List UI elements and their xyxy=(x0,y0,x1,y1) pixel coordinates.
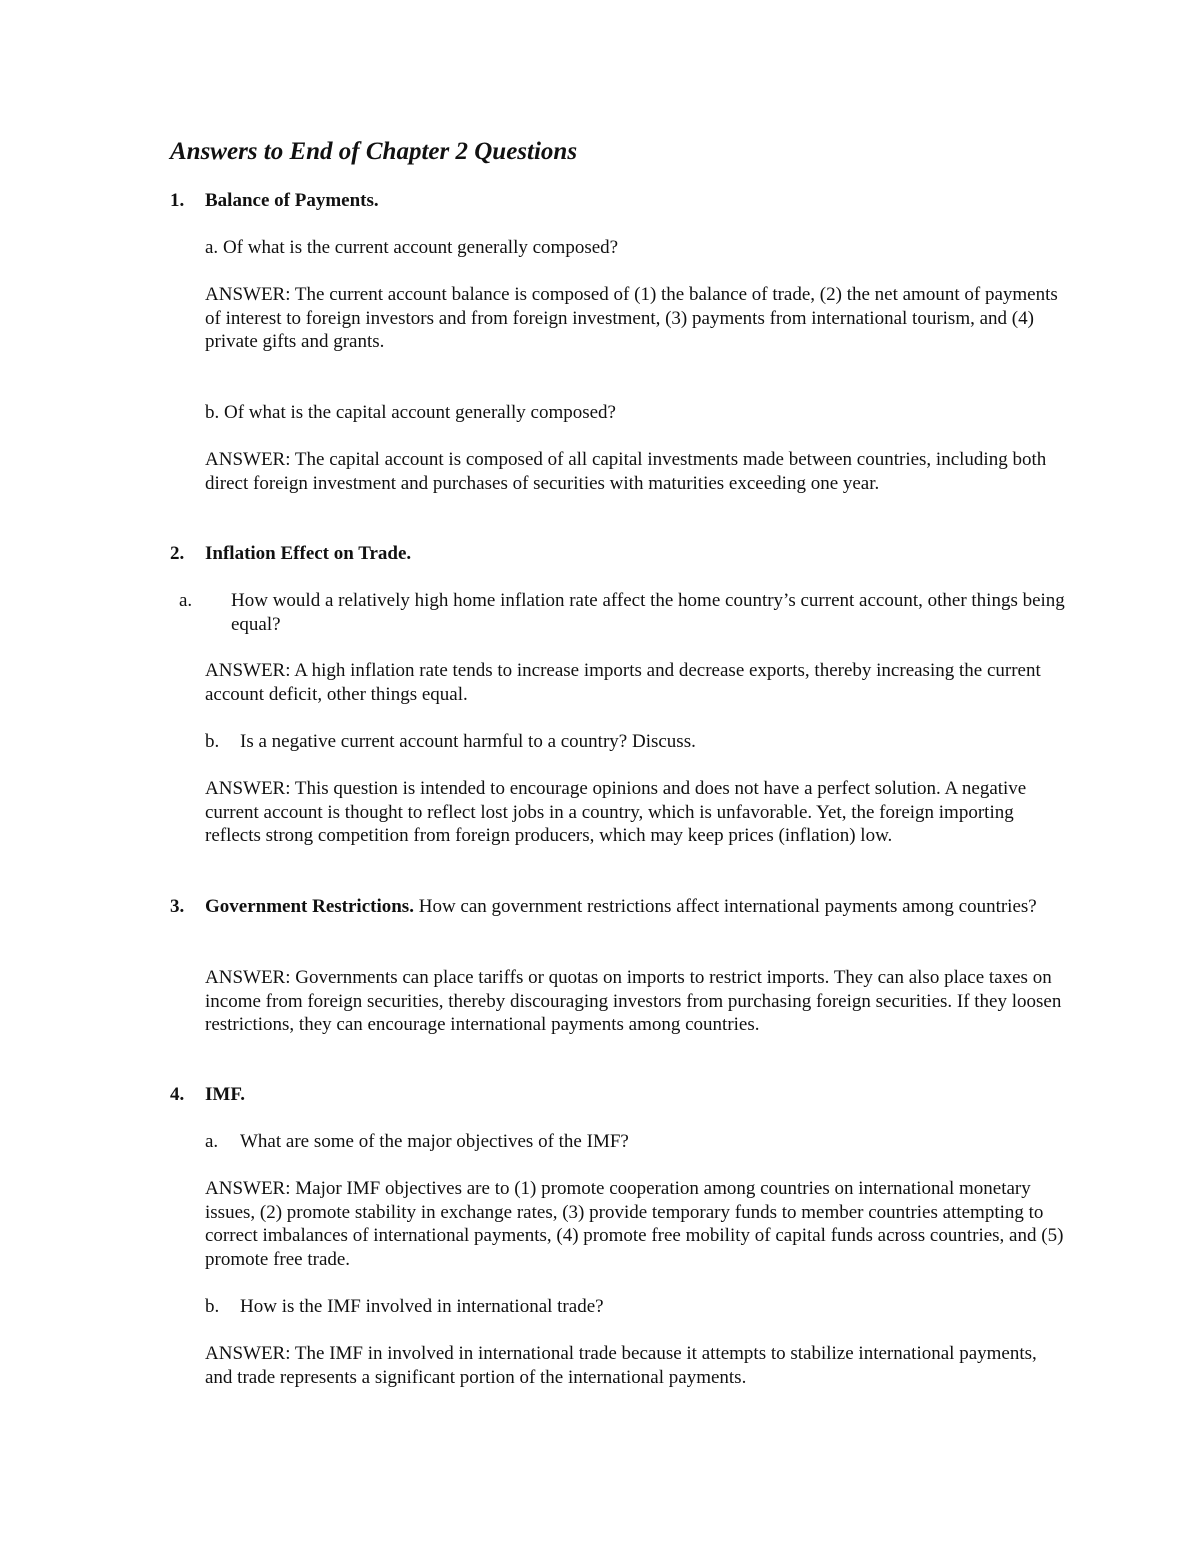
answer-1b: ANSWER: The capital account is composed of all capital investments made between countries, including both direct foreign investment and purchases of securities with maturities exceeding one year. xyxy=(205,449,1047,494)
question-4-heading: IMF. xyxy=(205,1084,245,1105)
question-4b xyxy=(205,1295,1065,1319)
question-4a xyxy=(205,1130,1065,1154)
question-1a xyxy=(205,236,1065,260)
question-3 xyxy=(205,895,1065,919)
question-2b xyxy=(205,730,1065,754)
question-1b-letter: b. xyxy=(205,402,220,423)
question-4a-text: What are some of the major objectives of the IMF? xyxy=(240,1131,629,1152)
question-4b-text: How is the IMF involved in international trade? xyxy=(240,1296,604,1317)
question-2a xyxy=(179,589,1091,636)
question-3-heading: Government Restrictions. xyxy=(205,896,414,917)
question-1-number: 1. xyxy=(170,190,185,211)
answer-1a: ANSWER: The current account balance is composed of (1) the balance of trade, (2) the net amount of payments of interest to foreign investors and from foreign investment, (3) payments from international tourism, and (4) private gifts and grants. xyxy=(205,284,1058,352)
question-3-number: 3. xyxy=(170,896,185,917)
question-2b-text: Is a negative current account harmful to a country? Discuss. xyxy=(240,731,696,752)
question-2a-letter: a. xyxy=(179,590,193,611)
question-1-heading: Balance of Payments. xyxy=(205,190,379,211)
question-1b xyxy=(205,401,1065,425)
question-1b-text: Of what is the capital account generally composed? xyxy=(224,402,616,423)
question-2-number: 2. xyxy=(170,543,185,564)
answer-3: ANSWER: Governments can place tariffs or quotas on imports to restrict imports. They can also place taxes on income from foreign securities, thereby discouraging investors from purchasing foreign securities. If they loosen restrictions, they can encourage international payments among countries. xyxy=(205,967,1062,1035)
question-4-number: 4. xyxy=(170,1084,185,1105)
answer-2b: ANSWER: This question is intended to encourage opinions and does not have a perfect solution. A negative current account is thought to reflect lost jobs in a country, which is unfavorable. Yet, the foreign importing reflects strong competition from foreign producers, which may keep prices (inflation) low. xyxy=(205,778,1027,846)
answer-2a: ANSWER: A high inflation rate tends to increase imports and decrease exports, thereby increasing the current account deficit, other things equal. xyxy=(205,660,1041,705)
question-4b-letter: b. xyxy=(205,1296,220,1317)
answer-4a: ANSWER: Major IMF objectives are to (1) promote cooperation among countries on international monetary issues, (2) promote stability in exchange rates, (3) provide temporary funds to member countries attempting to correct imbalances of international payments, (4) promote free mobility of capital funds across countries, and (5) promote free trade. xyxy=(205,1178,1064,1270)
question-1a-text: Of what is the current account generally composed? xyxy=(222,237,619,258)
question-2-heading: Inflation Effect on Trade. xyxy=(205,543,412,564)
page-title: Answers to End of Chapter 2 Questions xyxy=(170,138,578,165)
answer-4b: ANSWER: The IMF in involved in international trade because it attempts to stabilize international payments, and trade represents a significant portion of the international payments. xyxy=(205,1343,1037,1388)
question-2a-text: How would a relatively high home inflation rate affect the home country’s current account, other things being equal? xyxy=(231,590,1065,635)
question-1a-letter: a. xyxy=(205,237,219,258)
question-2b-letter: b. xyxy=(205,731,220,752)
question-3-text: How can government restrictions affect international payments among countries? xyxy=(413,896,1037,917)
question-4a-letter: a. xyxy=(205,1131,219,1152)
